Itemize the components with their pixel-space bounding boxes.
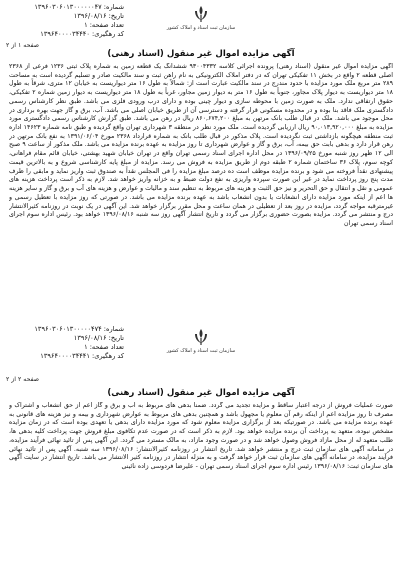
notice-title: آگهی مزایده اموال غیر منقول (اسناد رهنی) [107, 388, 295, 398]
notice-body [9, 63, 393, 321]
emblem-top [157, 4, 245, 31]
notice-paragraph: آگهی مزایده اموال غیر منقول (اسناد رهنی) پرونده اجرائی کلاسه ۹۳۰۰۴۳۳۲ ششدانگ یک قطعه زمین به شماره پلاک ثبتی ۱۲۳۶ فرعی از ۲۳۶۸ اصلی قطعه ۲ واقع در بخش ۱۱ تفکیکی تهران که در دفتر املاک الکترونیکی به نام راهن ثبت و سند مالکیت صادر و تسلیم گردیده است به مساحت ۲۸۹ متر مربع ملک مورد مزایده با حدود مندرج در سند مالکیت عبارت است از: شمالاً به طول ۱۶ متر دیواریست به خیابان ۱۲ متری، شرقاً به طول ۱۸ متر دیواریست به دیوار پلاک مجاور، جنوباً به طول ۱۶ متر به دیوار زمین مجاور، غرباً به طول ۱۸ متر دیواریست به دیوار زمین شماره ۲ تفکیکی، حقوق ارتفاقی ندارد. ملک به صورت زمین با محوطه سازی و دیوار چینی بوده و دارای درب ورودی فلزی می باشد. طبق نظر کارشناس رسمی دادگستری ملک فاقد بنا بوده و در محدوده مسکونی قرار گرفته و دسترسی آن از طریق خیابان اصلی می باشد. آب، برق و گاز جهت بهره برداری در محل موجود می باشد. ملک در قبال طلب بانک مرتهن به مبلغ ۸۶۰,۶۷۴,۲۰۰ ریال در رهن می باشد. طبق گزارش کارشناس رسمی دادگستری مورد مزایده به مبلغ ۹۰,۰۱۳,۹۲۰,۰۰۰ ریال ارزیابی گردیده است. ملک مورد نظر در منطقه ۳ شهرداری تهران واقع گردیده و طبق نامه شماره ۱۴۶۲۳ اداره ثبت منطقه هیچگونه بازداشتی ثبت نگردیده است. پلاک مذکور در قبال طلب بانک به شماره قرارداد ۲۳۶۸ مورخ ۱۳۹۱/۰۶/۰۴ به نفع بانک مرتهن در رهن قرار دارد و بدهی بابت حق بیمه، آب، برق و گاز و عوارض شهرداری تا روز مزایده به عهده برنده مزایده می باشد. ملک مذکور از ساعت ۹ صبح الی ۱۲ ظهر روز شنبه مورخ ۱۳۹۶/۰۹/۲۵ در محل اداره اجرای اسناد رسمی تهران واقع در تهران خیابان شهید بهشتی، خیابان قائم مقام فراهانی، کوچه سوم، پلاک ۳۶ ساختمان شماره ۲ طبقه دوم از طریق مزایده به فروش می رسد. مزایده از مبلغ پایه کارشناسی شروع و به بالاترین قیمت پیشنهادی نقداً فروخته می شود و برنده مزایده موظف است ده درصد مبلغ مزایده را فی المجلس نقداً به صندوق ثبت واریز نماید و مابقی را ظرف مدت پنج روز پرداخت نماید در غیر این صورت سپرده واریزی به نفع دولت ضبط و به خزانه واریز خواهد شد. لازم به ذکر است پرداخت هزینه های عمومی و نقل و انتقال و حق التحریر و نیز حق الثبت و هزینه های مربوط به تنظیم سند و مالیات و عوارض و هزینه های آب و برق و گاز و سایر هزینه ها اعم از اینکه مورد مزایده دارای انشعابات یا بدون انشعاب باشد به عهده برنده مزایده می باشد. در صورتی که روز مزایده با تعطیل رسمی و غیرمترقبه مواجه گردد، مزایده در روز بعد از تعطیلی در همان ساعت و محل مقرر برگزار خواهد شد. این آگهی در یک نوبت در روزنامه کثیرالانتشار درج و منتشر می گردد. مزایده بصورت حضوری برگزار می گردد و تاریخ انتشار آگهی روز سه شنبه ۱۳۹۶/۰۸/۱۶ خواهد بود. رئیس اداره سوم اجرای اسناد رسمی تهران [9, 63, 393, 227]
notice-body [9, 402, 393, 570]
doc-date: تاریخ: ۱۳۹۶/۰۸/۱۶ [73, 12, 124, 20]
organization-name: سازمان ثبت اسناد و املاک کشور [166, 25, 236, 31]
emblem-bottom [157, 327, 245, 354]
document-meta-top [6, 3, 124, 39]
organization-name: سازمان ثبت اسناد و املاک کشور [166, 348, 236, 354]
notice-title: آگهی مزایده اموال غیر منقول (اسناد رهنی) [107, 49, 295, 59]
doc-page-count: تعداد صفحه: ۱ [84, 21, 124, 29]
doc-tracking-code: کد رهگیری: ۱۳۹۶۴۰۰۰۰۳۴۴۴۰ [40, 30, 124, 38]
iran-emblem-icon [191, 327, 211, 347]
page-marker: صفحه ۲ از ۲ [6, 376, 39, 383]
document-meta-bottom [6, 325, 124, 361]
page-marker: صفحه ۱ از ۲ [6, 42, 39, 49]
doc-page-count: تعداد صفحه: ۱ [84, 343, 124, 351]
doc-number: شماره: ۱۳۹۶۰۳۰۶۰۱۳۰۰۰۰۰۰۴۷ [34, 3, 124, 11]
doc-tracking-code: کد رهگیری: ۱۳۹۶۴۰۰۰۰۳۴۴۴۱ [40, 352, 124, 360]
doc-number: شماره: ۱۳۹۶۰۳۰۶۰۱۳۰۰۰۰۰۴۷۴ [34, 325, 124, 333]
iran-emblem-icon [191, 4, 211, 24]
doc-date: تاریخ: ۱۳۹۶/۰۸/۱۶ [73, 334, 124, 342]
notice-paragraph: صورت عملیات فروش از درجه اعتبار ساقط و مزایده تجدید می گردد. ضمناً بدهی های مربوط به آب و برق و گاز اعم از حق انشعاب و اشتراک و مصرف تا روز مزایده اعم از اینکه رقم آن معلوم یا مجهول باشد و همچنین بدهی های مربوط به عوارض شهرداری و بیمه و نیز هزینه های قانونی به عهده برنده مزایده می باشد. در صورتیکه بعد از برگزاری مزایده معلوم شود که مورد مزایده دارای بدهی یا تعهدی بوده است که در زمان مزایده مشخص نبوده، متعهد به پرداخت آن برنده مزایده خواهد بود. لازم به ذکر است که در صورت عدم تکافوی مبلغ فروش جهت پرداخت کلیه بدهی ها، طلب متعهد له از محل مازاد فروش وصول خواهد شد و در صورت وجود مازاد، به مالک مسترد می گردد. این آگهی پس از تائید نهائی فرآیند مزایده، در سامانه آگهی های سازمان ثبت درج و منتشر خواهد شد. تاریخ انتشار در روزنامه کثیرالانتشار: ۱۳۹۶/۰۸/۱۶ سه شنبه. آگهی پس از تائید نهائی فرآیند مزایده، در سامانه آگهی های سازمان ثبت قرار خواهد گرفت و به منزله انتشار در روزنامه کثیر الانتشار می باشد. تاریخ انتشار در سایت آگهی های سازمان ثبت: ۱۳۹۶/۰۸/۱۶ رئیس اداره سوم اجرای اسناد رسمی تهران - علیرضا فردوسی زاده نائینی [9, 402, 393, 471]
